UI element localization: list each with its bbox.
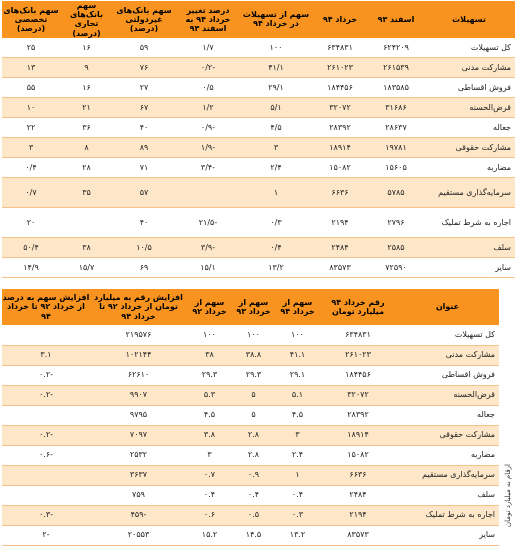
table-cell: -۰/۹ [175, 118, 241, 138]
table-cell: ۲۹.۱ [275, 365, 320, 385]
table-cell: -۰.۲ [2, 425, 90, 445]
row-label: سرمایه‌گذاری مستقیم [396, 465, 499, 485]
table-cell: ۱۵/۱ [175, 258, 241, 278]
table1-header-5: سهم بانک‌های غیردولتی (درصد) [113, 1, 175, 38]
table-cell: ۱ [241, 178, 311, 208]
table-cell: ۱۰۰ [187, 325, 232, 345]
table-cell: ۴.۵ [187, 405, 232, 425]
row-label: جعاله [423, 118, 515, 138]
table-row [2, 98, 515, 118]
table-cell: ۴۱.۱ [275, 345, 320, 365]
table-cell: ۰/۷ [2, 178, 60, 208]
table-row [2, 58, 515, 78]
table2-header-4: سهم از خرداد ۹۲ [187, 289, 232, 325]
table-cell: ۱/۲ [175, 98, 241, 118]
table-cell: ۱۰۰ [275, 325, 320, 345]
table-cell [2, 485, 90, 505]
table-cell: ۴.۵ [275, 405, 320, 425]
table-cell: ۲/۴ [241, 158, 311, 178]
table-cell [2, 325, 90, 345]
table-cell: ۲۵۳۲ [90, 445, 187, 465]
table2-header-0: عنوان [396, 289, 499, 325]
table-cell: ۱۵.۲ [187, 525, 232, 545]
table-row [2, 158, 515, 178]
table-cell: ۱۰/۵ [113, 238, 175, 258]
table-cell: ۰.۴ [275, 485, 320, 505]
table-cell: ۰.۷ [187, 465, 232, 485]
row-label: فروش اقساطی [423, 78, 515, 98]
table-cell: ۶۲۴۲۰۹ [369, 38, 423, 58]
table-cell: ۲۹.۳ [187, 365, 232, 385]
table-row [2, 38, 515, 58]
table-cell: ۲۴۸۴ [311, 238, 369, 258]
table-cell: -۰.۲ [2, 365, 90, 385]
table-cell: ۱۸۹۱۴ [311, 138, 369, 158]
table-row [2, 325, 499, 345]
table-cell: ۲.۴ [275, 445, 320, 465]
table-cell: ۳۶۳۷ [90, 465, 187, 485]
table-row [2, 465, 499, 485]
table-cell: ۰/۵ [175, 78, 241, 98]
table-cell [60, 208, 113, 238]
table-cell [2, 405, 90, 425]
table-cell: ۳۵ [60, 178, 113, 208]
table-cell: -۰.۲ [2, 385, 90, 405]
row-label: فروش اقساطی [396, 365, 499, 385]
table-cell: ۱۵۰۸۲ [320, 445, 396, 465]
table-cell: ۲۱۹۴ [311, 208, 369, 238]
table-cell: ۱۰۰ [241, 38, 311, 58]
table-row [2, 405, 499, 425]
row-label: کل تسهیلات [423, 38, 515, 58]
table-cell: ۵/۱ [241, 98, 311, 118]
table-cell: -۱/۹ [175, 138, 241, 158]
table-row [2, 385, 499, 405]
table-cell: ۱۸۴۴۵۶ [320, 365, 396, 385]
table-cell: ۰.۵ [232, 505, 275, 525]
table-cell: ۲۷ [113, 78, 175, 98]
table-cell: ۴/۵ [241, 118, 311, 138]
table-cell [2, 465, 90, 485]
table-cell: ۱۵/۷ [60, 258, 113, 278]
row-label: سلف [396, 485, 499, 505]
table-cell: ۱۳ [2, 58, 60, 78]
row-label: مضاربه [396, 445, 499, 465]
table-cell: ۰/۴ [241, 238, 311, 258]
facilities-table-1 [2, 1, 515, 278]
table-cell: ۵۵ [2, 78, 60, 98]
table2-header-3: سهم از خرداد ۹۳ [232, 289, 275, 325]
table-cell: ۱۰۲۱۴۴ [90, 345, 187, 365]
table-cell: ۳.۸ [187, 425, 232, 445]
table-cell: ۴۱/۱ [241, 58, 311, 78]
table-cell: ۲۸۳۹۲ [320, 405, 396, 425]
table-cell: ۳۸ [60, 238, 113, 258]
table-cell: ۲۵ [2, 38, 60, 58]
table-cell: ۲۶۱۰۲۳ [311, 58, 369, 78]
table2-header-6: افزایش سهم به درصد از خرداد ۹۲ تا خرداد ۹۴ [2, 289, 90, 325]
table-cell: ۵۰/۴ [2, 238, 60, 258]
table-cell: ۲۱۹۵۷۶ [90, 325, 187, 345]
table-cell: ۳ [2, 138, 60, 158]
table-cell: ۸۳۵۷۳ [320, 525, 396, 545]
table-row [2, 425, 499, 445]
table-cell: ۲۶۱۰۲۳ [320, 345, 396, 365]
table-cell: ۱۵۶۰۵ [369, 158, 423, 178]
table-cell: ۱۰ [2, 98, 60, 118]
table-cell: ۱۴.۵ [232, 525, 275, 545]
table-cell: ۵۷ [113, 178, 175, 208]
table1-header-0: تسهیلات [423, 1, 515, 38]
table-cell: ۳ [275, 425, 320, 445]
table-cell: ۷۶ [113, 58, 175, 78]
table-row [2, 365, 499, 385]
table-cell: ۱۶ [60, 38, 113, 58]
table-cell: ۲۱ [60, 98, 113, 118]
table1-header-3: سهم از تسهیلات در خرداد ۹۴ [241, 1, 311, 38]
table1-header-2: خرداد ۹۴ [311, 1, 369, 38]
table-cell: ۶۷ [113, 98, 175, 118]
table-cell: ۰.۳ [275, 505, 320, 525]
row-label: قرض‌الحسنه [423, 98, 515, 118]
table-cell [175, 178, 241, 208]
table-cell: ۳۱۶۸۶ [369, 98, 423, 118]
table-cell: ۱۶ [60, 78, 113, 98]
table-2-header-row [2, 289, 499, 325]
table-cell: ۱۴/۹ [2, 258, 60, 278]
table-row [2, 138, 515, 158]
table-cell: ۱۸۹۱۴ [320, 425, 396, 445]
table-cell: ۲۹.۳ [232, 365, 275, 385]
table-cell: -۰.۶ [2, 445, 90, 465]
table2-header-2: سهم از خرداد ۹۴ [275, 289, 320, 325]
table-cell: ۶۲۶۱۰ [90, 365, 187, 385]
table-cell: ۳۸ [187, 345, 232, 365]
row-label: اجاره به شرط تملیک [423, 208, 515, 238]
table-cell: ۶۳۴۸۳۱ [311, 38, 369, 58]
row-label: مشارکت حقوقی [423, 138, 515, 158]
row-label: کل تسهیلات [396, 325, 499, 345]
table-cell: ۳ [187, 445, 232, 465]
table-row [2, 445, 499, 465]
row-label: اجاره به شرط تملیک [396, 505, 499, 525]
table-cell: ۲.۸ [232, 425, 275, 445]
table-cell: ۲۴۸۴ [320, 485, 396, 505]
table-cell: ۱۹۷۸۱ [369, 138, 423, 158]
table1-header-7: سهم بانک‌های تخصصی (درصد) [2, 1, 60, 38]
table-cell: ۶۳۴۸۳۱ [320, 325, 396, 345]
table-cell: ۱۵۰۸۲ [311, 158, 369, 178]
table-cell: ۱/۷ [175, 38, 241, 58]
table-cell: ۵۹ [113, 38, 175, 58]
table-cell: ۸۳۵۷۳ [311, 258, 369, 278]
table-row [2, 178, 515, 208]
table-cell: ۰.۴ [187, 485, 232, 505]
table-cell: ۲۰۵۵۳ [90, 525, 187, 545]
table-cell: -۰.۳ [2, 505, 90, 525]
table-row [2, 78, 515, 98]
row-label: جعاله [396, 405, 499, 425]
table-cell: ۰/۳ [241, 208, 311, 238]
table-cell: ۵ [232, 385, 275, 405]
table-cell: ۲۸۶۳۷ [369, 118, 423, 138]
table1-header-1: اسفند ۹۳ [369, 1, 423, 38]
table-cell: ۹۷۹۵ [90, 405, 187, 425]
table-cell: ۶۶۳۶ [320, 465, 396, 485]
row-label: سلف [423, 238, 515, 258]
table-cell: ۷۵۹ [90, 485, 187, 505]
table-cell: ۵.۱ [275, 385, 320, 405]
table-cell: ۱۰۰ [232, 325, 275, 345]
table-cell: ۲۸ [60, 158, 113, 178]
table-cell: ۱۳.۲ [275, 525, 320, 545]
table-cell: ۴۰ [113, 118, 175, 138]
table-cell: ۳.۱ [2, 345, 90, 365]
table-cell: ۳ [241, 138, 311, 158]
table1-header-4: درصد تغییر خرداد ۹۴ به اسفند ۹۳ [175, 1, 241, 38]
table-cell: ۰.۴ [232, 485, 275, 505]
table-row [2, 525, 499, 545]
row-label: قرض‌الحسنه [396, 385, 499, 405]
table-cell: -۲۱/۵ [175, 208, 241, 238]
row-label: مشارکت مدنی [423, 58, 515, 78]
table-cell: ۲۵۸۵ [369, 238, 423, 258]
table-cell: ۶۶۳۶ [311, 178, 369, 208]
table-cell: ۷۱ [113, 158, 175, 178]
row-label: سرمایه‌گذاری مستقیم [423, 178, 515, 208]
table2-header-1: رقم خرداد ۹۴ میلیارد تومان [320, 289, 396, 325]
table-cell: -۴۵۹ [90, 505, 187, 525]
table-cell: ۵۷۸۵ [369, 178, 423, 208]
table-cell: ۲۰ [2, 208, 60, 238]
table-row [2, 345, 499, 365]
row-label: سایر [396, 525, 499, 545]
table-row [2, 505, 499, 525]
table-cell: ۹۹۰۷ [90, 385, 187, 405]
table-cell: -۳/۴ [175, 158, 241, 178]
unit-side-note-text: ارقام به میلیارد تومان [504, 464, 512, 528]
table-cell: ۰/۴ [2, 158, 60, 178]
row-label: سایر [423, 258, 515, 278]
table-cell: ۱ [275, 465, 320, 485]
table-cell: ۷۲۵۹۰ [369, 258, 423, 278]
table-1-header-row [2, 1, 515, 38]
row-label: مشارکت مدنی [396, 345, 499, 365]
table-cell: ۲۹/۱ [241, 78, 311, 98]
table-cell: -۰/۲ [175, 58, 241, 78]
table-cell: ۱۸۳۵۸۵ [369, 78, 423, 98]
table-row [2, 258, 515, 278]
facilities-table-2 [2, 289, 499, 546]
unit-side-note [501, 460, 515, 532]
table-cell: ۲.۸ [232, 445, 275, 465]
table-row [2, 485, 499, 505]
table-cell: ۵.۳ [187, 385, 232, 405]
table-cell: ۳۲۰۷۲ [320, 385, 396, 405]
table-cell: ۷۰۹۷ [90, 425, 187, 445]
table-cell: ۵ [232, 405, 275, 425]
table-row [2, 238, 515, 258]
table-cell: ۸۹ [113, 138, 175, 158]
table-cell: -۲ [2, 525, 90, 545]
table-cell: ۳۲۰۷۲ [311, 98, 369, 118]
row-label: مضاربه [423, 158, 515, 178]
table-cell: ۲۶۱۵۳۹ [369, 58, 423, 78]
table-cell: ۲۲ [2, 118, 60, 138]
table-cell: ۰.۶ [187, 505, 232, 525]
table-cell: ۱۸۴۴۵۶ [311, 78, 369, 98]
row-label: مشارکت حقوقی [396, 425, 499, 445]
table-cell: ۰.۹ [232, 465, 275, 485]
table-row [2, 208, 515, 238]
table-cell: ۱۳/۲ [241, 258, 311, 278]
table-cell: ۹ [60, 58, 113, 78]
table-cell: ۲۱۹۴ [320, 505, 396, 525]
table-cell: -۳/۹ [175, 238, 241, 258]
table-cell: ۴۰ [113, 208, 175, 238]
table-row [2, 118, 515, 138]
table-cell: ۳۸.۸ [232, 345, 275, 365]
table-cell: ۳۶ [60, 118, 113, 138]
table2-header-5: افزایش رقم به میلیارد تومان از خرداد ۹۲ تا خرداد ۹۴ [90, 289, 187, 325]
table-cell: ۲۸۳۹۲ [311, 118, 369, 138]
table-cell: ۲۷۹۶ [369, 208, 423, 238]
table-cell: ۸ [60, 138, 113, 158]
table-cell: ۶۹ [113, 258, 175, 278]
table1-header-6: سهم بانک‌های تجاری (درصد) [60, 1, 113, 38]
